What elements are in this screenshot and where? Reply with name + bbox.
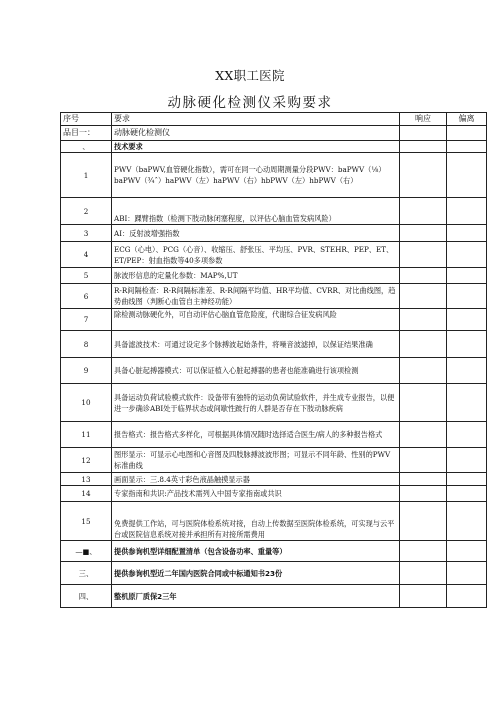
table-row — [61, 309, 487, 331]
response-cell[interactable] — [400, 358, 447, 384]
table-row — [61, 284, 487, 309]
item-name: 动脉硬化检测仪 — [112, 126, 400, 141]
deviation-cell[interactable] — [447, 242, 487, 268]
deviation-cell[interactable] — [447, 153, 487, 198]
row-requirement: AI：反射波增强指数 — [112, 225, 400, 242]
section-row — [61, 141, 487, 153]
deviation-cell[interactable] — [447, 309, 487, 331]
response-cell[interactable] — [400, 268, 447, 284]
response-cell[interactable] — [400, 225, 447, 242]
response-cell[interactable] — [400, 585, 447, 608]
row-requirement: 具备运动负荷试验模式软件：设备带有独特的运动负荷试验软件，并生成专业报告，以便进一步确诊ABI处于临界状态或间歇性跛行的人群是否存在下肢动脉疾病 — [112, 384, 400, 422]
response-cell[interactable] — [400, 562, 447, 585]
deviation-cell[interactable] — [447, 502, 487, 541]
item-no: 品目一： — [61, 126, 112, 141]
deviation-cell[interactable] — [447, 486, 487, 502]
item-row — [61, 126, 487, 141]
response-cell[interactable] — [400, 126, 447, 141]
section-title: 提供参询机型近二年国内医院合同或中标通知书23份 — [112, 562, 400, 585]
header-requirement: 要求 — [112, 113, 400, 126]
response-cell[interactable] — [400, 422, 447, 448]
row-no: 8 — [61, 331, 112, 358]
section-no: 、 — [61, 141, 112, 153]
response-cell[interactable] — [400, 141, 447, 153]
section-no: 三、 — [61, 562, 112, 585]
table-row — [61, 268, 487, 284]
deviation-cell[interactable] — [447, 331, 487, 358]
row-no: 14 — [61, 486, 112, 502]
deviation-cell[interactable] — [447, 448, 487, 473]
table-row — [61, 198, 487, 225]
row-requirement: 除检测动脉硬化外，可自动评估心脑血管危险度，代谢综合征发病风险 — [112, 309, 400, 331]
response-cell[interactable] — [400, 541, 447, 562]
row-requirement: 画面显示：三.8.4英寸彩色液晶触摸显示器 — [112, 473, 400, 486]
table-row — [61, 486, 487, 502]
deviation-cell[interactable] — [447, 384, 487, 422]
table-row — [61, 242, 487, 268]
table-row — [61, 384, 487, 422]
header-response: 响应 — [400, 113, 447, 126]
section-no: —■、 — [61, 541, 112, 562]
deviation-cell[interactable] — [447, 141, 487, 153]
section-title: 整机原厂质保2三年 — [112, 585, 400, 608]
row-requirement: R-R间隔检查：R-R间隔标准差、R-R间隔平均值、HR平均值、CVRR、对比曲线图，趋势曲线图（判断心血管自主神经功能） — [112, 284, 400, 309]
deviation-cell[interactable] — [447, 198, 487, 225]
deviation-cell[interactable] — [447, 358, 487, 384]
section-no: 四、 — [61, 585, 112, 608]
deviation-cell[interactable] — [447, 225, 487, 242]
deviation-cell[interactable] — [447, 473, 487, 486]
table-row — [61, 448, 487, 473]
row-requirement: ABI：踝臂指数（检测下肢动脉闭塞程度，以评估心脑血管发病风险） — [112, 198, 400, 225]
row-requirement: 图形显示：可显示心电图和心音图及四肢脉搏波波形图；可显示不同年龄、性别的PWV标准曲线 — [112, 448, 400, 473]
response-cell[interactable] — [400, 448, 447, 473]
section-title: 技术要求 — [112, 141, 400, 153]
deviation-cell[interactable] — [447, 422, 487, 448]
row-no: 10 — [61, 384, 112, 422]
response-cell[interactable] — [400, 473, 447, 486]
response-cell[interactable] — [400, 242, 447, 268]
section-row — [61, 585, 487, 608]
deviation-cell[interactable] — [447, 541, 487, 562]
row-no: 5 — [61, 268, 112, 284]
deviation-cell[interactable] — [447, 585, 487, 608]
table-row — [61, 331, 487, 358]
response-cell[interactable] — [400, 502, 447, 541]
row-no: 11 — [61, 422, 112, 448]
row-requirement: PWV（baPWV,血管硬化指数），需可在同一心动周期测量分段PWV：baPWV（⅛）baPWV（¾ˆ）haPWV（左）haPWV（右）hbPWV（左）hbPWV（右） — [112, 153, 400, 198]
row-no: 1 — [61, 153, 112, 198]
hospital-name: XX职工医院 — [215, 68, 285, 83]
header-no: 序号 — [61, 113, 112, 126]
row-no: 15 — [61, 502, 112, 541]
row-requirement: 具备滤波技术：可通过设定多个脉搏波起始条件，将噪音波滤掉，以保证结果准确 — [112, 331, 400, 358]
row-no: 2 — [61, 198, 112, 225]
response-cell[interactable] — [400, 153, 447, 198]
row-no: 3 — [61, 225, 112, 242]
response-cell[interactable] — [400, 331, 447, 358]
row-no: 6 — [61, 284, 112, 309]
row-no: 9 — [61, 358, 112, 384]
response-cell[interactable] — [400, 309, 447, 331]
row-no: 7 — [61, 309, 112, 331]
section-title: 提供参询机型详细配置清单（包含设备功率、重量等） — [112, 541, 400, 562]
response-cell[interactable] — [400, 284, 447, 309]
row-no: 12 — [61, 448, 112, 473]
row-requirement: ECG（心电）、PCG（心音）、收缩压、舒张压、平均压、PVR、STEHR、PEP、ET、ET/PEP：射血指数等40多项参数 — [112, 242, 400, 268]
row-requirement: 脉波形信息的定量化参数：MAP%,UT — [112, 268, 400, 284]
deviation-cell[interactable] — [447, 268, 487, 284]
row-no: 4 — [61, 242, 112, 268]
deviation-cell[interactable] — [447, 562, 487, 585]
table-row — [61, 473, 487, 486]
table-row — [61, 502, 487, 541]
deviation-cell[interactable] — [447, 126, 487, 141]
section-row — [61, 562, 487, 585]
table-header-row — [61, 113, 487, 126]
table-row — [61, 225, 487, 242]
table-row — [61, 358, 487, 384]
section-row — [61, 541, 487, 562]
row-requirement: 报告格式：报告格式多样化，可根据具体情况随时选择适合医生/病人的多种报告格式 — [112, 422, 400, 448]
row-no: 13 — [61, 473, 112, 486]
row-requirement: 具备心脏起搏器模式：可以保证植入心脏起搏器的患者也能准确进行该项检测 — [112, 358, 400, 384]
table-row — [61, 153, 487, 198]
response-cell[interactable] — [400, 486, 447, 502]
response-cell[interactable] — [400, 198, 447, 225]
requirements-table — [60, 112, 487, 608]
response-cell[interactable] — [400, 384, 447, 422]
header-deviation: 偏离 — [447, 113, 487, 126]
row-requirement: 免费提供工作站，可与医院体检系统对接，自动上传数据至医院体检系统，可实现与云平台或医院信息系统对接并承担所有对接所需费用 — [112, 502, 400, 541]
row-requirement: 专家指南和共识:产品技术需列入中国专家指南或共识 — [112, 486, 400, 502]
document-title: 动脉硬化检测仪采购要求 — [167, 95, 333, 111]
table-row — [61, 422, 487, 448]
deviation-cell[interactable] — [447, 284, 487, 309]
